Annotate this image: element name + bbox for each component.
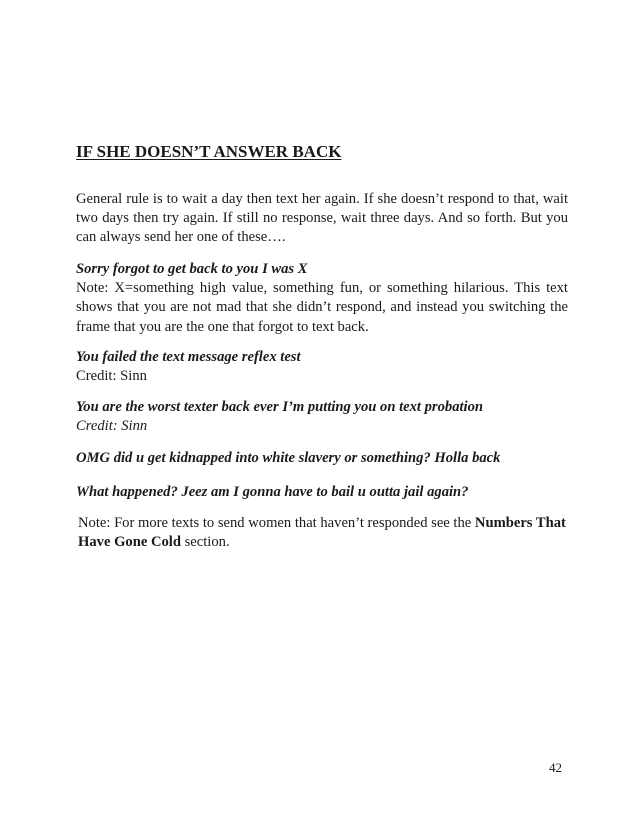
- text-example-5: [76, 483, 568, 502]
- text-note: Note: X=something high value, something fun, or something hilarious. This text shows that you are not mad that she didn’t respond, and instead you switching the frame that you are the one that forgot to text back.: [76, 280, 568, 335]
- final-note-suffix: section.: [180, 534, 230, 551]
- final-note-prefix: Note: For more texts to send women that haven’t responded see the: [78, 515, 475, 531]
- text-example-1: [76, 260, 568, 337]
- final-note: [78, 514, 570, 552]
- text-message: You are the worst texter back ever I’m putting you on text probation: [76, 399, 484, 415]
- section-heading: IF SHE DOESN’T ANSWER BACK: [76, 142, 342, 161]
- text-message: What happened? Jeez am I gonna have to bail u outta jail again?: [76, 484, 469, 500]
- text-example-2: [76, 348, 568, 386]
- section-reference-link: Numbers That Have Gone Cold: [78, 515, 566, 551]
- intro-text: General rule is to wait a day then text her again. If she doesn’t respond to that, wait two days then try again. If still no response, wait three days. And so forth. But you can always send her one of these….: [76, 191, 568, 246]
- text-message: Sorry forgot to get back to you I was X: [76, 261, 308, 277]
- text-credit: Credit: Sinn: [76, 368, 147, 385]
- text-credit: Credit: Sinn: [76, 418, 148, 435]
- intro-paragraph: [76, 190, 568, 248]
- text-message: OMG did u get kidnapped into white slavery or something? Holla back: [76, 450, 501, 466]
- text-message: You failed the text message reflex test: [76, 349, 301, 365]
- text-example-4: [76, 449, 568, 468]
- page-number: 42: [549, 760, 562, 775]
- text-example-3: [76, 398, 568, 436]
